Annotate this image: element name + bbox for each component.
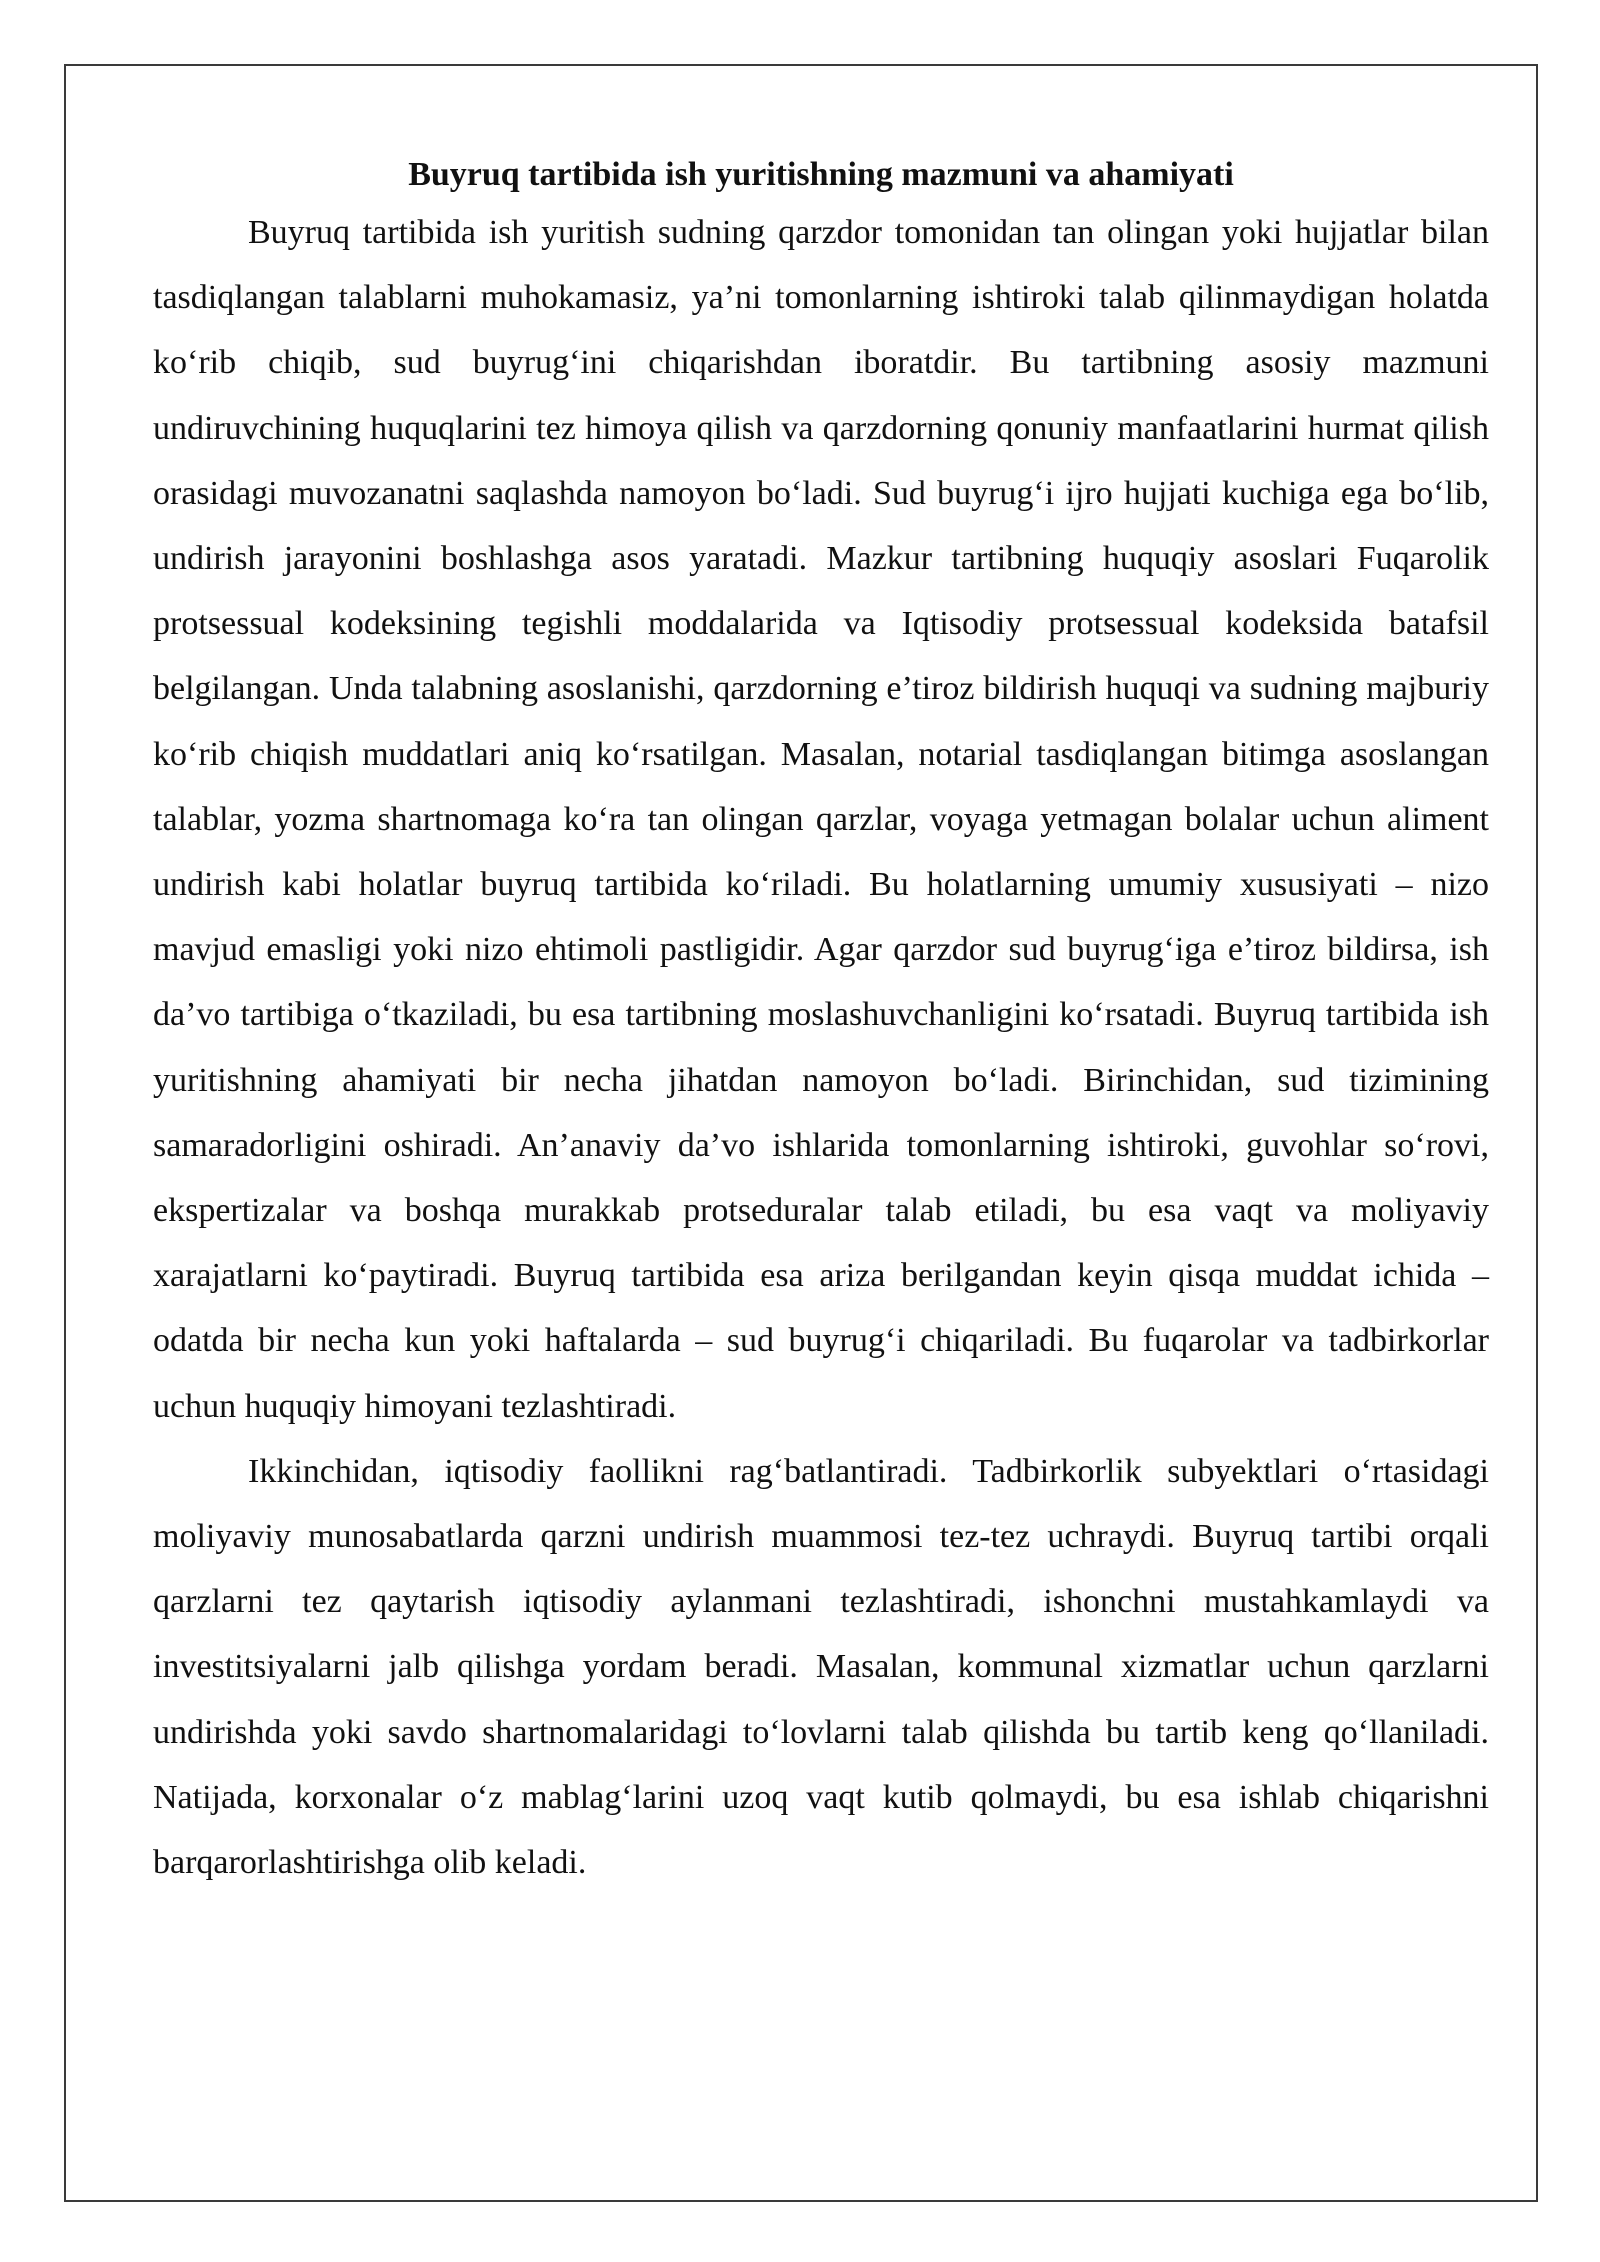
paragraph-2: Ikkinchidan, iqtisodiy faollikni rag‘batlantiradi. Tadbirkorlik subyektlari o‘rtasidagi moliyaviy munosabatlarda qarzni undirish muammosi tez-tez uchraydi. Buyruq tartibi orqali qarzlarni tez qaytarish iqtisodiy aylanmani tezlashtiradi, ishonchni mustahkamlaydi va investitsiyalarni jalb qilishga yordam beradi. Masalan, kommunal xizmatlar uchun qarzlarni undirishda yoki savdo shartnomalaridagi to‘lovlarni talab qilishda bu tartib keng qo‘llaniladi. Natijada, korxonalar o‘z mablag‘larini uzoq vaqt kutib qolmaydi, bu esa ishlab chiqarishni barqarorlashtirishga olib keladi. xyxy=(153,1452,1489,1882)
paragraph-1: Buyruq tartibida ish yuritish sudning qarzdor tomonidan tan olingan yoki hujjatlar bilan tasdiqlangan talablarni muhokamasiz, ya’ni tomonlarning ishtiroki talab qilinmaydigan holatda ko‘rib chiqib, sud buyrug‘ini chiqarishdan iboratdir. Bu tartibning asosiy mazmuni undiruvchining huquqlarini tez himoya qilish va qarzdorning qonuniy manfaatlarini hurmat qilish orasidagi muvozanatni saqlashda namoyon bo‘ladi. Sud buyrug‘i ijro hujjati kuchiga ega bo‘lib, undirish jarayonini boshlashga asos yaratadi. Mazkur tartibning huquqiy asoslari Fuqarolik protsessual kodeksining tegishli moddalarida va Iqtisodiy protsessual kodeksida batafsil belgilangan. Unda talabning asoslanishi, qarzdorning e’tiroz bildirish huquqi va sudning majburiy ko‘rib chiqish muddatlari aniq ko‘rsatilgan. Masalan, notarial tasdiqlangan bitimga asoslangan talablar, yozma shartnomaga ko‘ra tan olingan qarzlar, voyaga yetmagan bolalar uchun aliment undirish kabi holatlar buyruq tartibida ko‘riladi. Bu holatlarning umumiy xususiyati – nizo mavjud emasligi yoki nizo ehtimoli pastligidir. Agar qarzdor sud buyrug‘iga e’tiroz bildirsa, ish da’vo tartibiga o‘tkaziladi, bu esa tartibning moslashuvchanligini ko‘rsatadi. Buyruq tartibida ish yuritishning ahamiyati bir necha jihatdan namoyon bo‘ladi. Birinchidan, sud tizimining samaradorligini oshiradi. An’anaviy da’vo ishlarida tomonlarning ishtiroki, guvohlar so‘rovi, ekspertizalar va boshqa murakkab protseduralar talab etiladi, bu esa vaqt va moliyaviy xarajatlarni ko‘paytiradi. Buyruq tartibida esa ariza berilgandan keyin qisqa muddat ichida – odatda bir necha kun yoki haftalarda – sud buyrug‘i chiqariladi. Bu fuqarolar va tadbirkorlar uchun huquqiy himoyani tezlashtiradi. xyxy=(153,214,1489,1425)
document-title: Buyruq tartibida ish yuritishning mazmuni va ahamiyati xyxy=(408,156,1234,193)
document-body xyxy=(153,150,1489,1895)
